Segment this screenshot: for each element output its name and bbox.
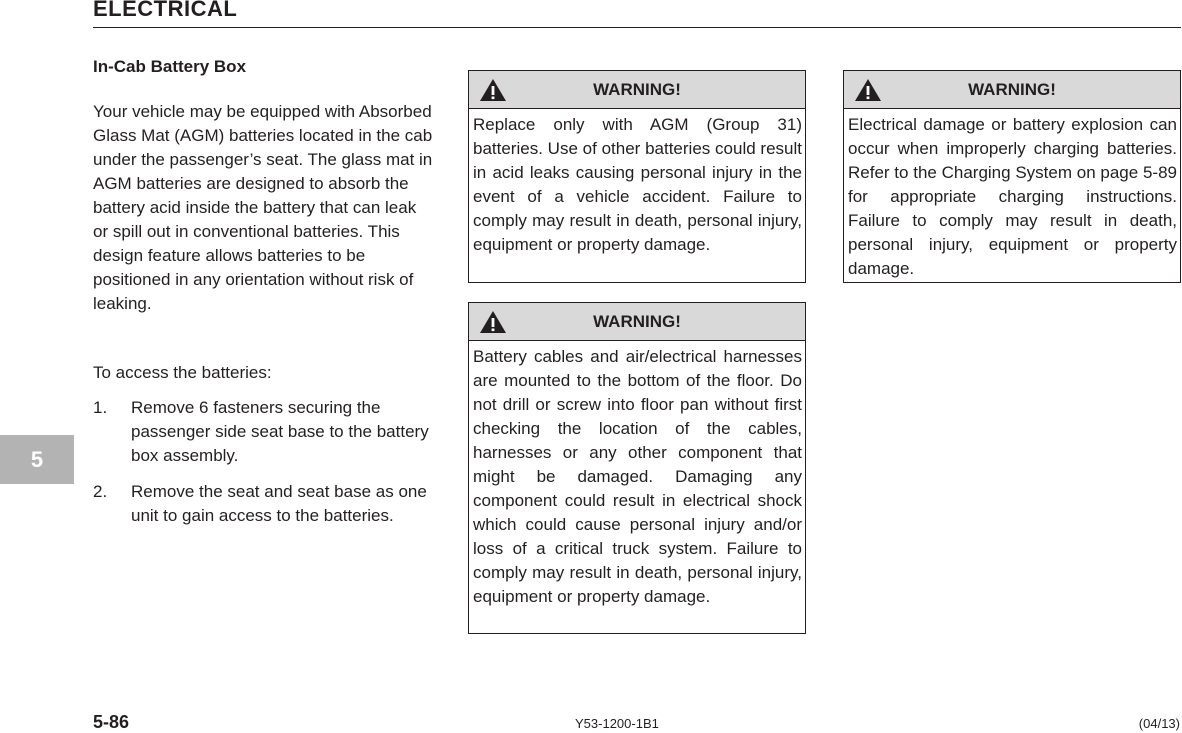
step-text: Remove 6 fasteners securing the passenger side seat base to the battery box assembly. — [131, 398, 429, 465]
warning-box-charging — [843, 70, 1181, 283]
chapter-tab — [0, 435, 74, 484]
step-number: 1. — [93, 398, 108, 417]
document-code: Y53-1200-1B1 — [575, 716, 659, 731]
warning-header — [469, 71, 805, 109]
chapter-number: 5 — [30, 446, 44, 472]
warning-triangle-icon — [479, 310, 507, 334]
warning-triangle-icon — [854, 78, 882, 102]
intro-paragraph: Your vehicle may be equipped with Absorbed Glass Mat (AGM) batteries located in the cab under the passenger’s seat. The glass mat in AGM batteries are designed to absorb the battery acid inside the battery that can leak or spill out in conventional batteries. This design feature allows batteries to be positioned in any orientation without risk of leaking. — [93, 102, 433, 313]
warning-heading: WARNING! — [968, 79, 1056, 99]
warning-text: Battery cables and air/electrical harnesses are mounted to the bottom of the floor. Do not drill or screw into floor pan without first checking the location of the cables, harnesses or any other component that might be damaged. Damaging any component could result in electrical shock which could cause personal injury and/or loss of a critical truck system. Failure to comply may result in death, personal injury, equipment or property damage. — [473, 347, 802, 606]
warning-box-agm — [468, 70, 806, 283]
warning-text: Electrical damage or battery explosion can occur when improperly charging batteries. Refer to the Charging System on page 5-89 for appropriate charging instructions. Failure to comply may result in death, personal injury, equipment or property damage. — [848, 115, 1177, 278]
warning-header — [469, 303, 805, 341]
step-number: 2. — [93, 482, 108, 501]
warning-heading: WARNING! — [593, 79, 681, 99]
warning-triangle-icon — [479, 78, 507, 102]
step-text: Remove the seat and seat base as one unit to gain access to the batteries. — [131, 482, 427, 525]
page-number: 5-86 — [93, 712, 130, 732]
document-date: (04/13) — [1138, 716, 1180, 731]
subheading: In-Cab Battery Box — [93, 57, 247, 76]
warning-box-cables — [468, 302, 806, 634]
warning-header — [844, 71, 1180, 109]
access-intro: To access the batteries: — [93, 363, 272, 382]
warning-heading: WARNING! — [593, 311, 681, 331]
steps-list — [93, 396, 433, 540]
header-rule — [93, 27, 1181, 28]
list-item — [93, 480, 433, 528]
warning-text: Replace only with AGM (Group 31) batteries. Use of other batteries could result in acid leaks causing personal injury in the event of a vehicle accident. Failure to comply may result in death, personal injury, equipment or property damage. — [473, 115, 802, 254]
section-title: ELECTRICAL — [93, 0, 238, 21]
list-item — [93, 396, 433, 468]
